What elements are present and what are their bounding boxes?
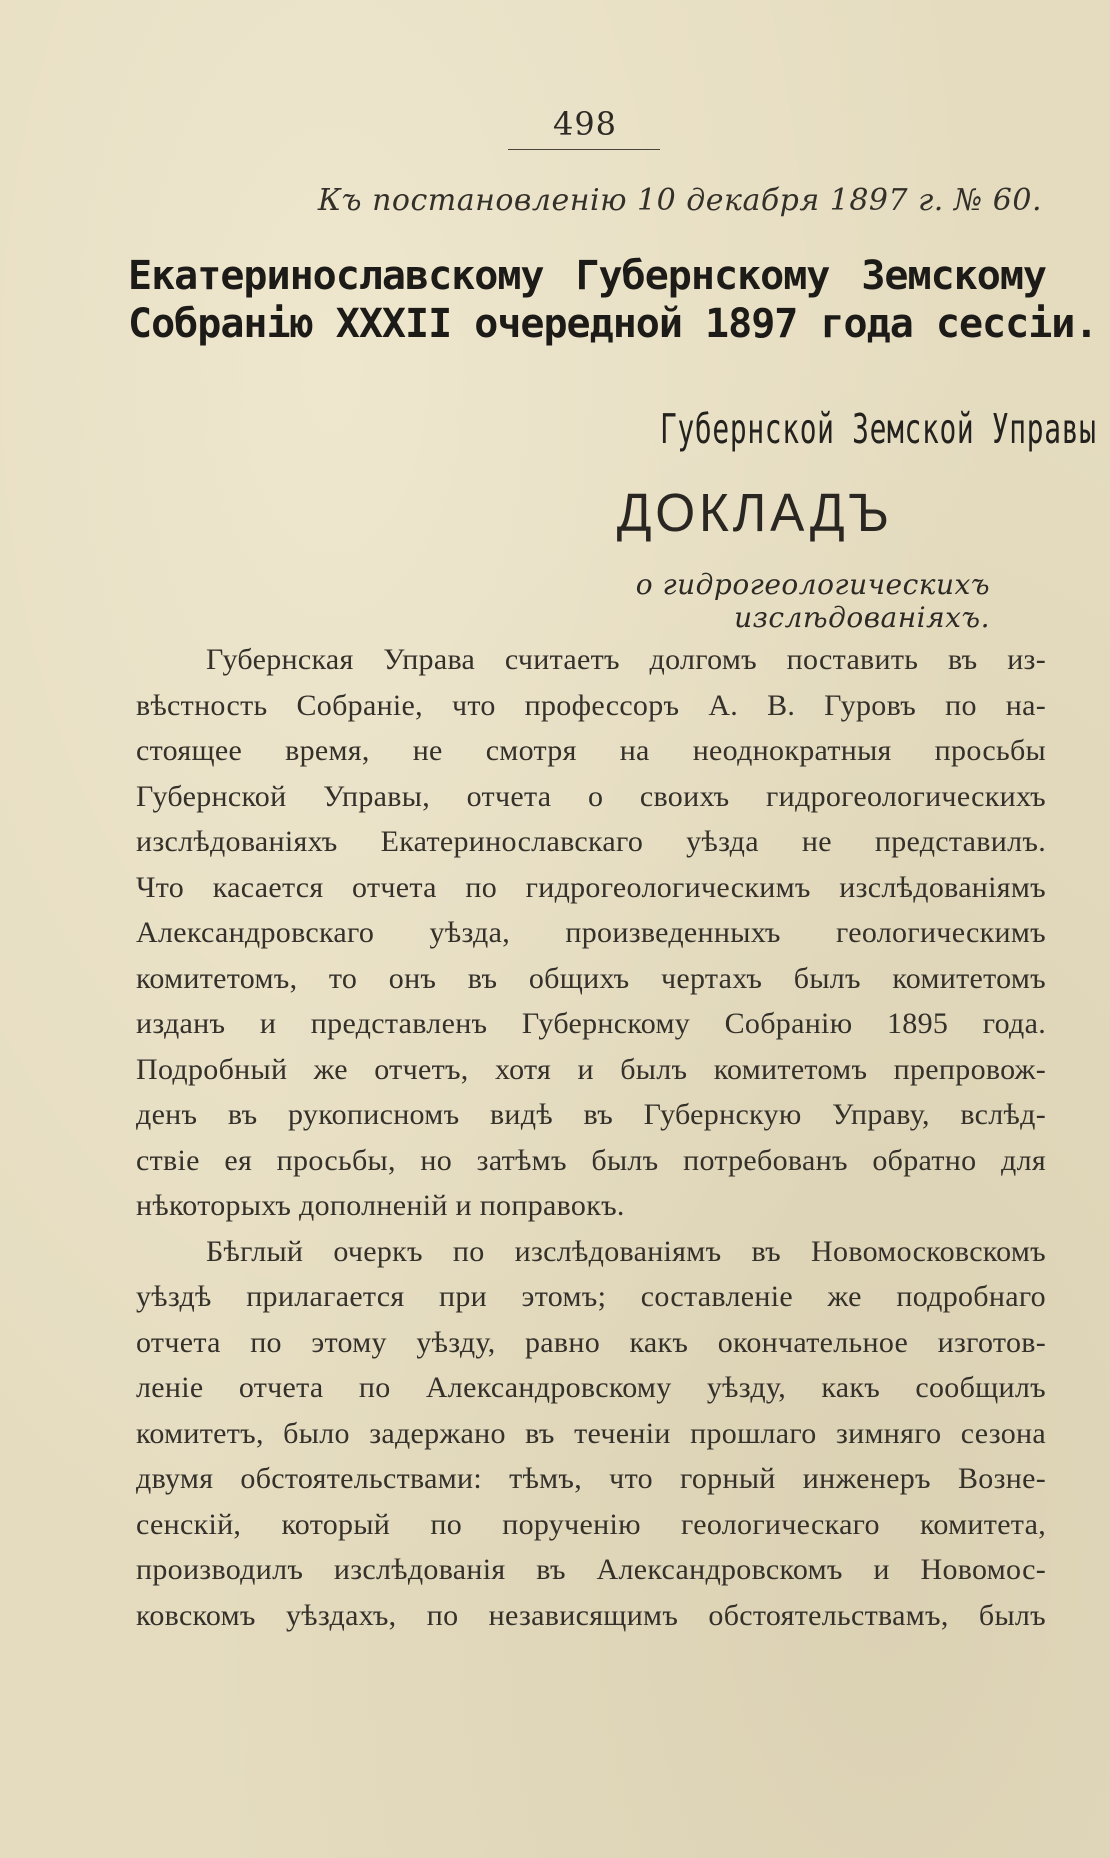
body-line: Губернской Управы, отчета о своихъ гидрогеологическихъ (136, 779, 1046, 813)
resolution-reference: Къ постановленію 10 декабря 1897 г. № 60. (317, 183, 1042, 218)
body-line: производилъ изслѣдованія въ Александровскомъ и Новомос- (136, 1553, 1046, 1586)
body-line: Что касается отчета по гидрогеологическимъ изслѣдованіямъ (136, 870, 1046, 904)
addressee-line-1: Екатеринославскому Губернскому Земскому (128, 253, 1046, 299)
page-number: 498 (552, 105, 618, 143)
body-line: двумя обстоятельствами: тѣмъ, что горный инженеръ Возне- (136, 1462, 1046, 1495)
body-line: леніе отчета по Александровскому уѣзду, какъ сообщилъ (136, 1371, 1046, 1404)
body-line: стоящее время, не смотря на неоднократныя просьбы (136, 734, 1046, 767)
body-line: комитетъ, было задержано въ теченіи прошлаго зимняго сезона (136, 1416, 1046, 1450)
body-line: ствіе ея просьбы, но затѣмъ былъ потребованъ обратно для (136, 1143, 1046, 1177)
addressee-heading (128, 252, 1098, 348)
body-line: вѣстность Собраніе, что профессоръ А. В. Гуровъ по на- (136, 688, 1046, 722)
body-line: Губернская Управа считаетъ долгомъ поставить въ из- (206, 643, 1046, 676)
report-body (136, 637, 1046, 1638)
body-line: изслѣдованіяхъ Екатеринославскаго уѣзда не представилъ. (136, 825, 1046, 858)
report-subject: о гидрогеологическихъ изслѣдованіяхъ. (635, 568, 990, 634)
board-title: Губернской Земской Управы (660, 405, 1097, 453)
body-line: Подробный же отчетъ, хотя и былъ комитетомъ препровож- (136, 1052, 1046, 1086)
body-line: изданъ и представленъ Губернскому Собранію 1895 года. (136, 1007, 1046, 1040)
body-line: комитетомъ, то онъ въ общихъ чертахъ былъ комитетомъ (136, 961, 1046, 995)
body-line: Александровскаго уѣзда, произведенныхъ геологическимъ (136, 916, 1046, 949)
page-number-rule (508, 149, 660, 150)
body-line: сенскій, который по порученію геологическаго комитета, (136, 1507, 1046, 1541)
report-title: ДОКЛАДЪ (616, 483, 893, 543)
addressee-line-2: Собранію XXXII очередной 1897 года сессіи. (128, 301, 1098, 347)
body-line: отчета по этому уѣзду, равно какъ окончательное изготов- (136, 1325, 1046, 1359)
body-line: Бѣглый очеркъ по изслѣдованіямъ въ Новомосковскомъ (206, 1234, 1046, 1268)
body-line: уѣздѣ прилагается при этомъ; составленіе же подробнаго (136, 1280, 1046, 1313)
body-line: ковскомъ уѣздахъ, по независящимъ обстоятельствамъ, былъ (136, 1598, 1046, 1632)
body-line: нѣкоторыхъ дополненій и поправокъ. (136, 1189, 625, 1222)
body-line: денъ въ рукописномъ видѣ въ Губернскую Управу, вслѣд- (136, 1098, 1046, 1131)
